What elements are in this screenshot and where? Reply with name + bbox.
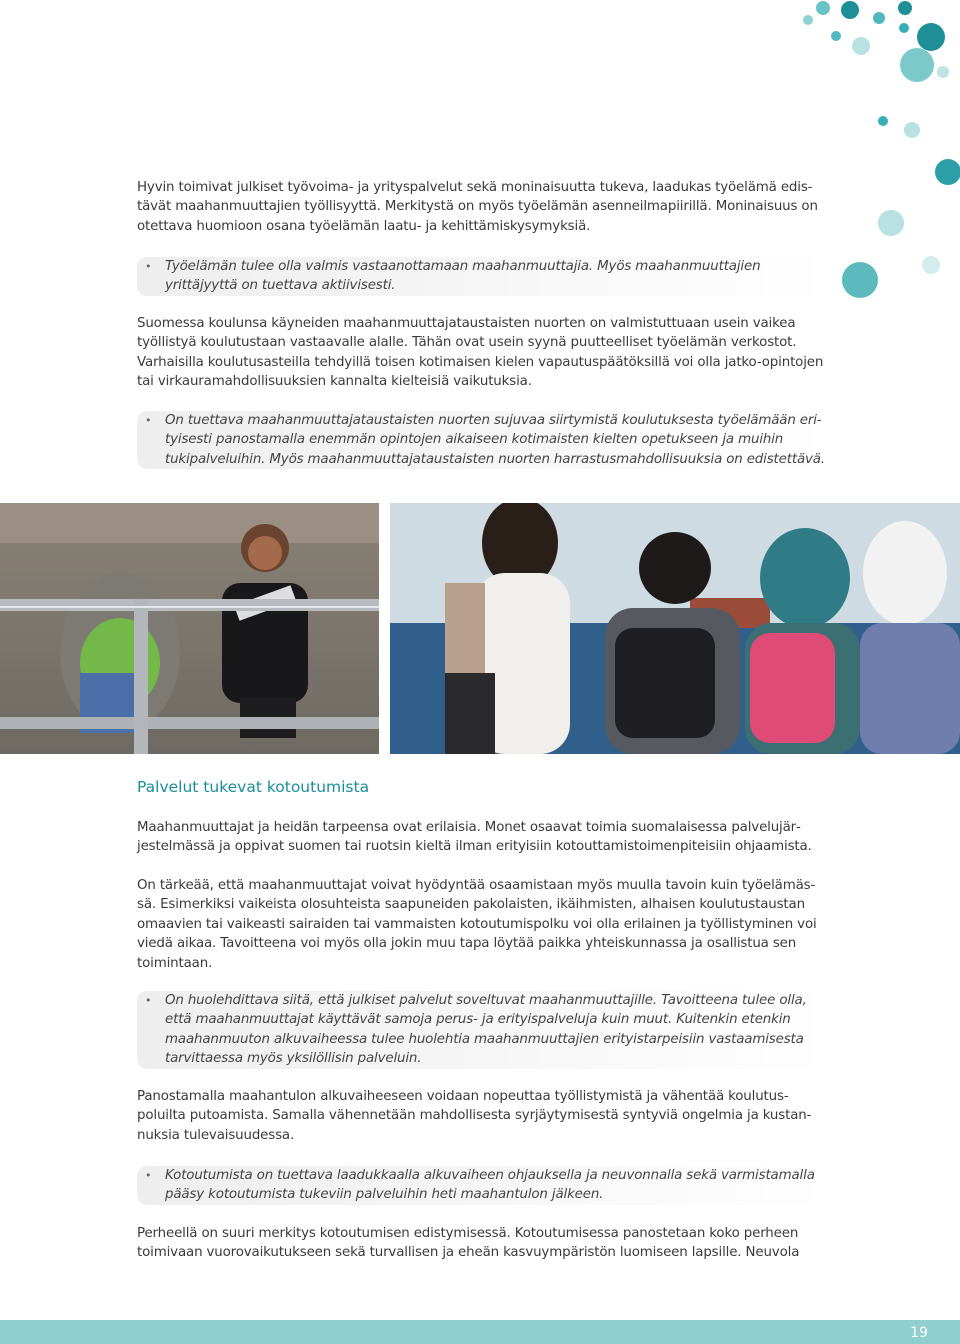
page-number: 19 (910, 1325, 928, 1341)
photo-children-at-railing (0, 503, 379, 754)
bullet-box-2 (137, 411, 827, 469)
footer-bar (0, 1320, 960, 1344)
paragraph-1: Hyvin toimivat julkiset työvoima- ja yrityspalvelut sekä moninaisuutta tukeva, laadukas työelämä edistävät maahanmuuttajien työllisyyttä. Merkitystä on myös työelämän asenneilmapiirillä. Moninaisuus on otettava huomioon osana työelämän laatu- ja kehittämiskysymyksiä. (137, 180, 818, 234)
bullet-text-2: • On tuettava maahanmuuttajataustaisten nuorten sujuvaa siirtymistä koulutuksesta työelämään erityisesti panostamalla enemmän opintojen aikaiseen kotimaisten kielten opetukseen ja muihin tukipalveluihin. Myös maahanmuuttajataustaisten nuorten harrastusmahdollisuuksia on edistettävä. (165, 413, 825, 467)
paragraph-3: Maahanmuuttajat ja heidän tarpeensa ovat erilaisia. Monet osaavat toimia suomalaisessa palvelujärjestelmässä ja oppivat suomen tai ruotsin kieltä ilman erityisiin kotouttamistoimenpiteisiin ohjaamista. (137, 820, 812, 855)
paragraph-6: Perheellä on suuri merkitys kotoutumisen edistymisessä. Kotoutumisessa panostetaan koko perheen toimivaan vuorovaikutukseen sekä turvallisen ja eheän kasvuympäristön luomiseen lapsille. Neuvola (137, 1226, 800, 1261)
paragraph-2: Suomessa koulunsa käyneiden maahanmuuttajataustaisten nuorten on valmistuttuaan usein vaikea työllistyä koulutustaan vastaavalle alalle. Tähän ovat usein syynä puutteelliset työelämän verkostot. Varhaisilla koulutusasteilla tehdyillä toisen kotimaisen kielen vapautuspäätöksillä voi olla jatko-opintojen tai virkauramahdollisuuksien kannalta kielteisiä vaikutuksia. (137, 316, 824, 390)
section-heading: Palvelut tukevat kotoutumista (137, 778, 370, 796)
photo-teens-by-water (390, 503, 960, 754)
bullet-box-1 (137, 257, 827, 296)
bullet-box-4 (137, 1166, 827, 1205)
paragraph-4: On tärkeää, että maahanmuuttajat voivat hyödyntää osaamistaan myös muulla tavoin kuin työelämässä. Esimerkiksi vaikeista olosuhteista saapuneiden pakolaisten, ikäihmisten, alhaisen koulutustaustan omaavien tai vaikeasti sairaiden tai vammaisten kotoutumispolku voi olla erilainen ja työllistyminen voi viedä aikaa. Tavoitteena voi myös olla jokin muu tapa löytää paikka yhteiskunnassa ja osallistua sen toimintaan. (137, 878, 817, 971)
bullet-box-3 (137, 991, 827, 1069)
paragraph-5: Panostamalla maahantulon alkuvaiheeseen voidaan nopeuttaa työllistymistä ja vähentää koulutuspoluilta putoamista. Samalla vähennetään mahdollisesta syrjäytymisestä syntyviä ongelmia ja kustannuksia tulevaisuudessa. (137, 1089, 812, 1143)
bullet-text-3: • On huolehdittava siitä, että julkiset palvelut soveltuvat maahanmuuttajille. Tavoitteena tulee olla, että maahanmuuttajat käyttävät samoja perus- ja erityispalveluja kuin muut. Kuitenkin etenkin maahanmuuton alkuvaiheessa tulee huolehtia maahanmuuttajien erityistarpeisiin vastaamisesta tarvittaessa myös yksilöllisin palveluin. (165, 993, 807, 1067)
bullet-text-1: • Työelämän tulee olla valmis vastaanottamaan maahanmuuttajia. Myös maahanmuuttajien yrittäjyyttä on tuettava aktiivisesti. (165, 259, 761, 294)
bullet-text-4: • Kotoutumista on tuettava laadukkaalla alkuvaiheen ohjauksella ja neuvonnalla sekä varmistamalla pääsy kotoutumista tukeviin palveluihin heti maahantulon jälkeen. (165, 1168, 815, 1203)
